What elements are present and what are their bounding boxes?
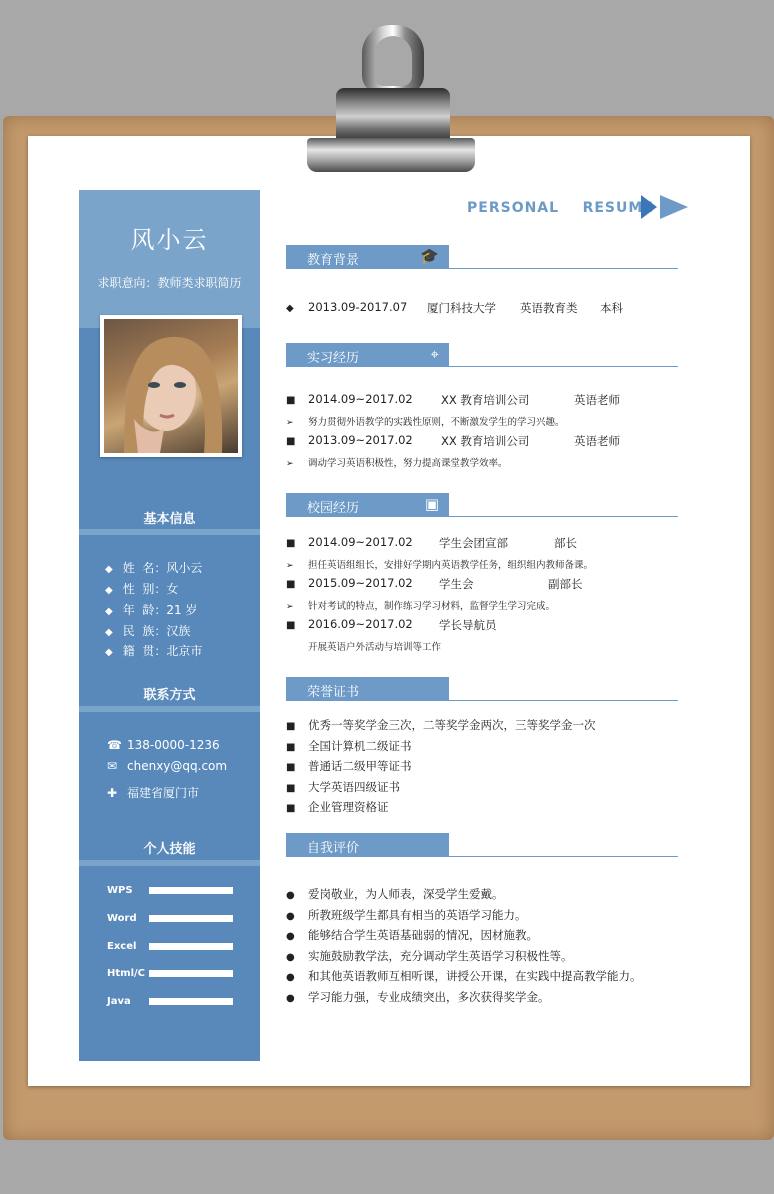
campus-org: 学生会 <box>439 577 474 591</box>
skill-label: Java <box>107 996 131 1007</box>
internship-divider <box>286 366 678 367</box>
campus-desc: ➢ 担任英语组组长，安排好学期内英语教学任务，组织组内教师备课。 <box>286 560 594 571</box>
dot-bullet-icon: ● <box>286 992 295 1004</box>
internship-org: XX 教育培训公司 <box>441 393 530 407</box>
internship-desc: ➢ 努力贯彻外语教学的实践性原则，不断激发学生的学习兴趣。 <box>286 417 565 428</box>
skill-label: Html/C <box>107 968 145 979</box>
education-header: 教育背景 🎓 <box>286 245 449 269</box>
square-bullet-icon: ■ <box>286 762 296 773</box>
education-divider <box>286 268 678 269</box>
info-gender: ◆ 性 别：女 <box>105 582 179 596</box>
page-title: PERSONAL RESUME <box>467 200 654 216</box>
internship-entry: ■ 2013.09~2017.02 <box>286 433 413 447</box>
square-bullet-icon: ■ <box>286 620 296 631</box>
honors-item: ■ 大学英语四级证书 <box>286 779 400 794</box>
evaluation-item: ● 实施鼓励教学法，充分调动学生英语学习积极性等。 <box>286 948 573 963</box>
honors-item: ■ 优秀一等奖学金三次，二等奖学金两次，三等奖学金一次 <box>286 718 596 732</box>
skills-divider <box>79 860 260 866</box>
diamond-bullet-icon: ◆ <box>286 303 294 314</box>
contact-phone[interactable]: ☎ 138-0000-1236 <box>107 738 220 752</box>
info-ethnicity: ◆ 民 族：汉族 <box>105 624 191 638</box>
square-bullet-icon: ■ <box>286 436 296 447</box>
skill-bar <box>149 915 233 922</box>
campus-role: 部长 <box>554 536 577 550</box>
arrow-bullet-icon: ➢ <box>286 561 294 571</box>
dot-bullet-icon: ● <box>286 910 295 922</box>
binder-clip-hole <box>374 36 412 86</box>
honors-item: ■ 普通话二级甲等证书 <box>286 759 412 773</box>
education-school: 厦门科技大学 <box>427 301 496 315</box>
internship-role: 英语老师 <box>574 393 620 407</box>
diamond-icon: ◆ <box>105 585 113 596</box>
skill-bar <box>149 887 233 894</box>
binder-clip-base <box>307 138 475 172</box>
honors-divider <box>286 700 678 701</box>
square-bullet-icon: ■ <box>286 782 296 794</box>
honors-header: 荣誉证书 <box>286 677 449 701</box>
campus-divider <box>286 516 678 517</box>
arrow-bullet-icon: ➢ <box>286 459 294 469</box>
contact-title: 联系方式 <box>143 688 196 703</box>
evaluation-header: 自我评价 <box>286 833 449 857</box>
diamond-icon: ◆ <box>105 606 113 617</box>
internship-org: XX 教育培训公司 <box>441 434 530 448</box>
contact-address: ✚ 福建省厦门市 <box>107 786 200 800</box>
dot-bullet-icon: ● <box>286 951 295 963</box>
education-degree: 本科 <box>600 301 623 315</box>
square-bullet-icon: ■ <box>286 803 296 814</box>
chevron-right-icon <box>641 195 657 219</box>
evaluation-divider <box>286 856 678 857</box>
avatar <box>100 315 242 457</box>
evaluation-item: ● 学习能力强，专业成绩突出，多次获得奖学金。 <box>286 989 550 1004</box>
dot-bullet-icon: ● <box>286 972 295 983</box>
contact-divider <box>79 706 260 712</box>
skill-label: Word <box>107 913 137 924</box>
skill-bar <box>149 998 233 1005</box>
evaluation-item: ● 所教班级学生都具有相当的英语学习能力。 <box>286 907 527 922</box>
internship-entry: ■ 2014.09~2017.02 <box>286 392 413 406</box>
contact-email[interactable]: ✉ chenxy@qq.com <box>107 759 228 773</box>
diamond-icon: ◆ <box>105 627 113 638</box>
sidebar <box>79 190 260 1061</box>
campus-header: 校园经历 ▣ <box>286 493 449 517</box>
info-age: ◆ 年 龄：21 岁 <box>105 603 198 617</box>
box-icon: ▣ <box>424 495 439 513</box>
info-hometown: ◆ 籍 贯：北京市 <box>105 644 203 658</box>
profile-name: 风小云 <box>130 226 209 254</box>
campus-org: 学生会团宣部 <box>439 536 508 550</box>
portrait-face-icon <box>104 319 238 453</box>
skill-bar <box>149 970 233 977</box>
crosshair-icon: ⌖ <box>430 345 439 363</box>
skills-title: 个人技能 <box>143 842 196 857</box>
square-bullet-icon: ■ <box>286 721 296 732</box>
honors-item: ■ 企业管理资格证 <box>286 800 389 814</box>
campus-desc: 开展英语户外活动与培训等工作 <box>308 642 442 653</box>
square-bullet-icon: ■ <box>286 395 296 406</box>
location-icon: ✚ <box>107 786 118 800</box>
skill-label: Excel <box>107 941 137 952</box>
sidebar-header <box>79 190 260 328</box>
arrow-right-icon <box>660 195 688 219</box>
basic-info-divider <box>79 529 260 535</box>
arrow-bullet-icon: ➢ <box>286 602 294 612</box>
evaluation-item: ● 能够结合学生英语基础弱的情况，因材施教。 <box>286 928 538 942</box>
arrow-bullet-icon: ➢ <box>286 418 294 428</box>
internship-role: 英语老师 <box>574 434 620 448</box>
campus-role: 副部长 <box>548 577 583 591</box>
evaluation-item: ● 和其他英语教师互相听课，讲授公开课，在实践中提高教学能力。 <box>286 969 642 983</box>
internship-header: 实习经历 ⌖ <box>286 343 449 367</box>
campus-entry: ■ 2014.09~2017.02 <box>286 535 413 549</box>
graduation-cap-icon: 🎓 <box>420 247 439 265</box>
skill-label: WPS <box>107 885 133 896</box>
diamond-icon: ◆ <box>105 564 113 575</box>
education-entry: ◆ 2013.09-2017.07 <box>286 300 408 314</box>
campus-org: 学长导航员 <box>439 618 497 632</box>
education-major: 英语教育类 <box>520 301 578 315</box>
dot-bullet-icon: ● <box>286 931 295 942</box>
campus-desc: ➢ 针对考试的特点，制作练习学习材料，监督学生学习完成。 <box>286 601 556 612</box>
evaluation-item: ● 爱岗敬业，为人师表，深受学生爱戴。 <box>286 887 504 901</box>
basic-info-title: 基本信息 <box>143 512 196 527</box>
campus-entry: ■ 2015.09~2017.02 <box>286 576 413 590</box>
diamond-icon: ◆ <box>105 647 113 658</box>
square-bullet-icon: ■ <box>286 741 296 753</box>
mail-icon: ✉ <box>107 759 118 773</box>
phone-icon: ☎ <box>107 738 122 752</box>
skill-bar <box>149 943 233 950</box>
square-bullet-icon: ■ <box>286 579 296 590</box>
square-bullet-icon: ■ <box>286 538 296 549</box>
internship-desc: ➢ 调动学习英语积极性，努力提高课堂教学效率。 <box>286 458 508 469</box>
binder-clip-body <box>336 88 450 140</box>
job-intent: 求职意向：教师类求职简历 <box>97 276 242 290</box>
info-name: ◆ 姓 名：风小云 <box>105 561 203 575</box>
portrait-photo <box>104 319 238 453</box>
campus-entry: ■ 2016.09~2017.02 <box>286 617 413 631</box>
honors-item: ■ 全国计算机二级证书 <box>286 738 412 753</box>
dot-bullet-icon: ● <box>286 890 295 901</box>
